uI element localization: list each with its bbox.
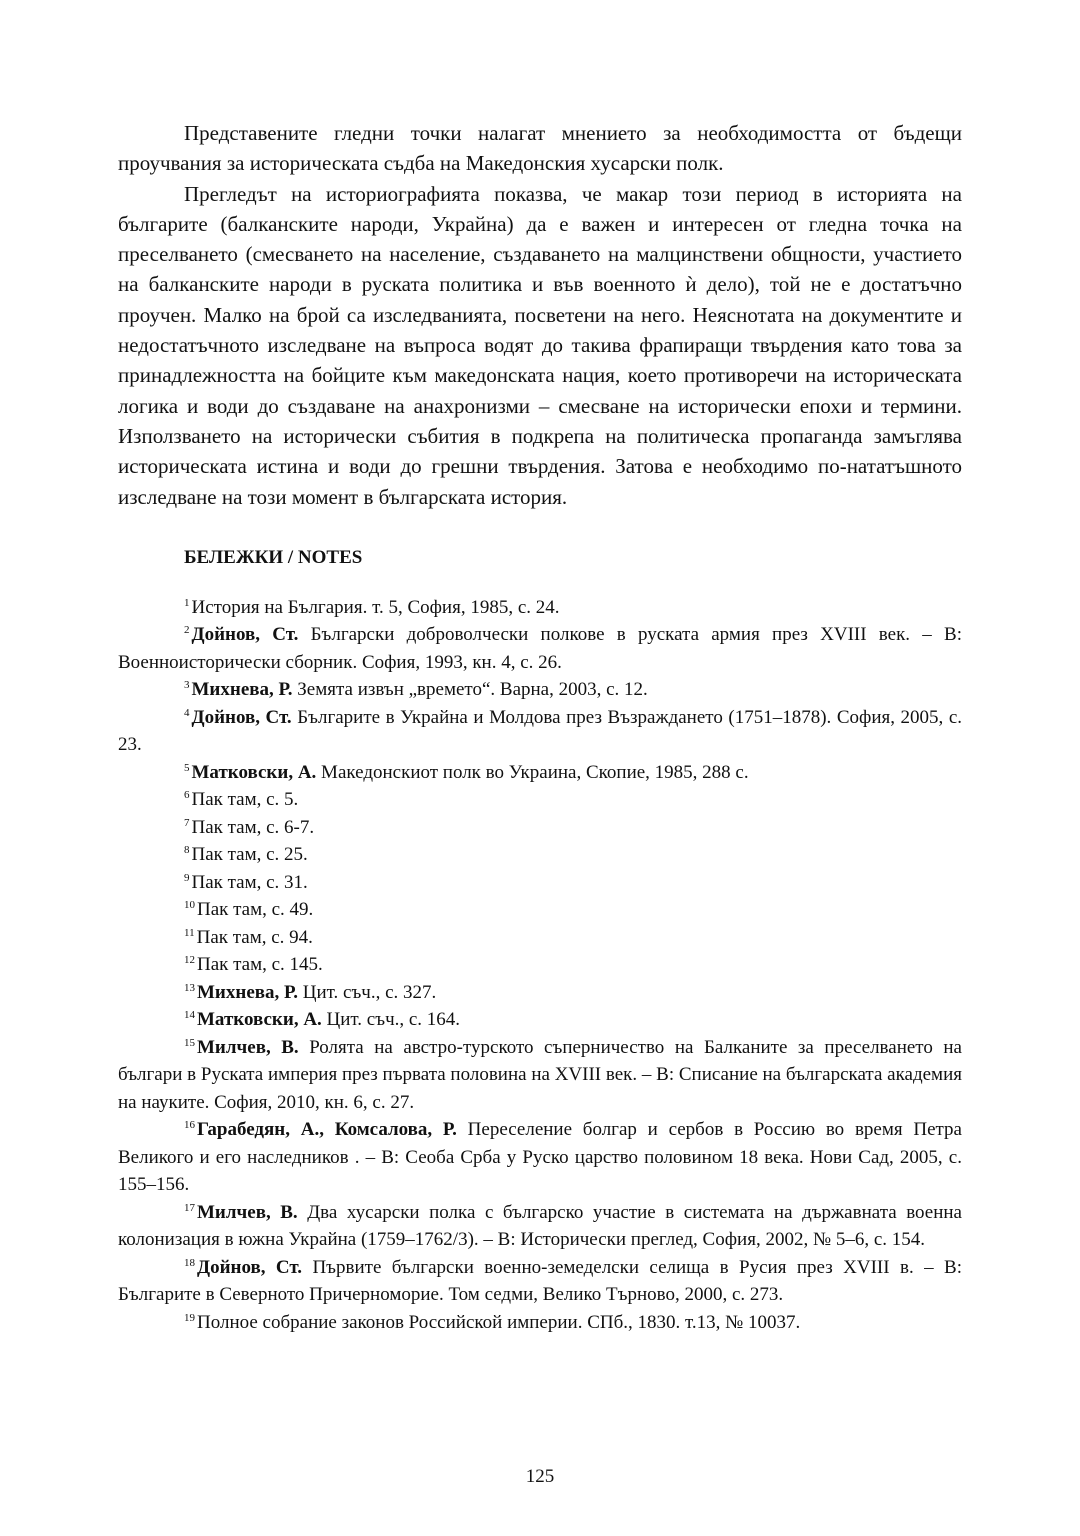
note-author: Гарабедян, А., Комсалова, Р. <box>197 1119 457 1141</box>
note-number: 2 <box>184 624 190 637</box>
note-text: Пак там, с. 145. <box>197 954 323 976</box>
note-number: 3 <box>184 679 190 692</box>
note-text: Пак там, с. 25. <box>191 844 308 866</box>
note-text: История на България. т. 5, София, 1985, с. 24. <box>191 596 560 618</box>
note-author: Дойнов, Ст. <box>191 624 299 646</box>
page-number: 125 <box>525 1466 555 1487</box>
note-text: Полное собрание законов Российской империи. СПб., 1830. т.13, № 10037. <box>197 1311 801 1333</box>
note-number: 15 <box>184 1036 195 1049</box>
notes-heading: БЕЛЕЖКИ / NOTES <box>184 546 363 568</box>
note-text: Пак там, с. 6-7. <box>191 816 315 838</box>
note-number: 18 <box>184 1256 195 1269</box>
note-item <box>118 1199 962 1254</box>
body-paragraph-1: Представените гледни точки налагат мнението за необходимостта от бъдещи проучвания за историческата съдба на Македонския хусарски полк. <box>118 121 962 176</box>
note-author: Дойнов, Ст. <box>197 1256 303 1278</box>
note-text: Два хусарски полка с българско участие в системата на държавната военна колонизация в южна Украйна (1759–1762/3). – В: Исторически преглед, София, 2002, № 5–6, с. 154. <box>118 1201 962 1251</box>
note-number: 8 <box>184 844 190 857</box>
note-author: Михнева, Р. <box>191 679 293 701</box>
body-paragraph-2: Прегледът на историографията показва, че макар този период в историята на българите (балканските народи, Украйна) да е важен и интересен от гледна точка на преселването (смесването на население, създаването на малцинствени общности, участието на балканските народи в руската политика и във военното ѝ дело), той не е достатъчно проучен. Малко на брой са изследванията, посветени на него. Неяснотата на документите и недостатъчното изследване на въпроса водят до такива фрапиращи твърдения като това за принадлежността на бойците към македонската нация, което противоречи на историческата логика и води до създаване на анахронизми – смесване на исторически епохи и термини. Използването на исторически събития в подкрепа на политическа пропаганда замъглява историческата истина и води до грешни твърдения. Затова е необходимо по-нататъшното изследване на този момент в българската история. <box>118 181 962 509</box>
note-number: 7 <box>184 816 190 829</box>
note-author: Милчев, В. <box>197 1201 298 1223</box>
note-number: 10 <box>184 899 195 912</box>
note-item <box>118 896 962 924</box>
note-text: Цит. съч., с. 327. <box>298 981 437 1003</box>
note-item <box>118 621 962 676</box>
note-author: Матковски, А. <box>197 1009 322 1031</box>
note-text: Пак там, с. 49. <box>197 899 314 921</box>
note-author: Матковски, А. <box>191 761 317 783</box>
note-number: 9 <box>184 871 190 884</box>
note-author: Милчев, В. <box>197 1036 299 1058</box>
note-item <box>118 814 962 842</box>
note-item <box>118 759 962 787</box>
note-item <box>118 1116 962 1199</box>
note-text: Земята извън „времето“. Варна, 2003, с. 12. <box>292 679 648 701</box>
note-text: Ролята на австро-турското съперничество на Балканите за преселването на българи в Руската империя през първата половина на XVIII век. – В: Списание на българската академия на науките. София, 2010, кн. 6, с. 27. <box>118 1036 962 1113</box>
note-number: 13 <box>184 981 195 994</box>
note-item <box>118 979 962 1007</box>
note-text: Пак там, с. 31. <box>191 871 308 893</box>
notes-list <box>118 594 962 1337</box>
note-item <box>118 1006 962 1034</box>
note-number: 19 <box>184 1311 195 1324</box>
note-text: Пак там, с. 94. <box>196 926 313 948</box>
note-number: 11 <box>184 926 195 939</box>
note-text: Македонскиот полк во Украина, Скопие, 1985, 288 с. <box>316 761 749 783</box>
note-text: Българите в Украйна и Молдова през Възраждането (1751–1878). София, 2005, с. 23. <box>118 706 962 756</box>
note-number: 17 <box>184 1201 195 1214</box>
note-text: Първите български военно-земеделски селища в Русия през XVIII в. – В: Българите в Северното Причерноморие. Том седми, Велико Търново, 2000, с. 273. <box>118 1256 962 1306</box>
note-number: 5 <box>184 761 190 774</box>
note-text: Переселение болгар и сербов в Россию во время Петра Великого и его наследников . – В: Сеоба Срба у Руско царство половином 18 века. Нови Сад, 2005, с. 155–156. <box>118 1119 962 1196</box>
note-author: Дойнов, Ст. <box>191 706 292 728</box>
note-text: Български доброволчески полкове в руската армия през XVIII век. – В: Военноисторически сборник. София, 1993, кн. 4, с. 26. <box>118 624 962 673</box>
note-item <box>118 951 962 979</box>
page-content <box>118 118 962 1336</box>
note-item <box>118 1254 962 1309</box>
note-number: 6 <box>184 789 190 802</box>
note-item <box>118 1034 962 1117</box>
note-item <box>118 704 962 759</box>
note-item <box>118 594 962 622</box>
note-author: Михнева, Р. <box>197 981 299 1003</box>
note-item <box>118 841 962 869</box>
note-item <box>118 924 962 952</box>
note-text: Цит. съч., с. 164. <box>321 1009 461 1031</box>
note-number: 16 <box>184 1119 195 1132</box>
note-number: 1 <box>184 596 190 609</box>
note-number: 14 <box>184 1009 195 1022</box>
note-text: Пак там, с. 5. <box>191 789 299 811</box>
note-number: 12 <box>184 954 195 967</box>
note-item <box>118 786 962 814</box>
note-item <box>118 1309 962 1337</box>
note-item <box>118 869 962 897</box>
note-number: 4 <box>184 706 190 719</box>
note-item <box>118 676 962 704</box>
